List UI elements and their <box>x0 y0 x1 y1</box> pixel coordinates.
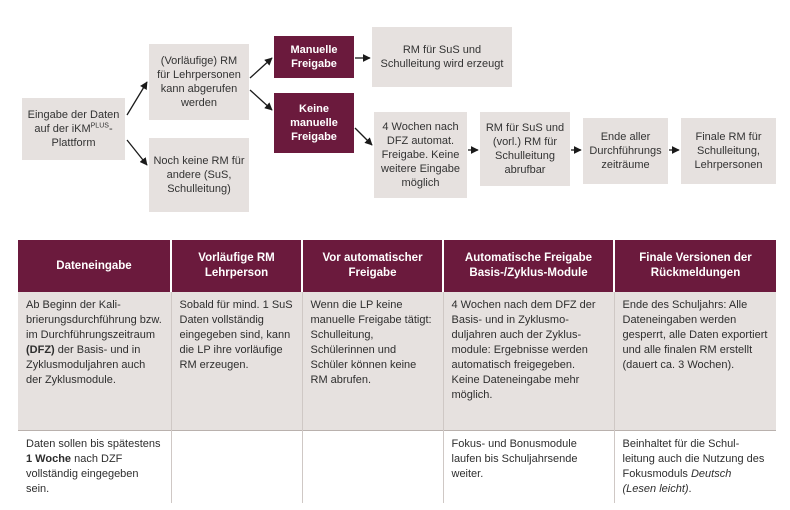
node-ende-durchfuehrung <box>583 118 668 184</box>
arrow-keine-to-vierwochen <box>355 128 372 145</box>
header-finale-versionen: Finale Versionen der Rückmeldungen <box>614 240 776 292</box>
node-vier-wochen-text: 4 Wochen nach DFZ automat. Freigabe. Keine weitere Eingabe möglich <box>381 121 460 189</box>
header-vorlaeufige-rm: Vorläufige RM Lehrperson <box>171 240 302 292</box>
cell-text-italic: Deutsch (Lesen leicht) <box>622 468 732 495</box>
cell-r1-finale: Ende des Schuljahrs: Alle Dateneingaben werden gesperrt, alle Daten exportiert und alle finalen RM erstellt (dauert ca. 3 Wochen). <box>614 292 776 431</box>
node-dateneingabe-suffix: -Plattform <box>51 123 113 149</box>
arrow-eingabe-to-noch-keine <box>127 140 147 165</box>
node-dateneingabe <box>22 98 125 160</box>
cell-r2-automatische: Fokus- und Bonusmodule laufen bis Schuljahrsende weiter. <box>443 431 614 504</box>
node-rm-abrufbar <box>480 112 570 186</box>
cell-text: der Basis- und in Zyklusmoduljahren auch der Zyklusmodule. <box>26 344 146 386</box>
node-ende-durchfuehrung-text: Ende aller Durchführungs zeiträume <box>589 131 662 171</box>
node-finale-rm-text: Finale RM für Schulleitung, Lehrpersonen <box>694 131 763 171</box>
cell-text: Daten sollen bis spätestens <box>26 438 161 450</box>
arrow-vorlaeufige-to-keine <box>250 90 272 110</box>
cell-text-bold: (DFZ) <box>26 344 55 356</box>
cell-r2-dateneingabe <box>18 431 171 504</box>
node-keine-manuelle-freigabe <box>274 93 354 153</box>
node-vier-wochen <box>374 112 467 198</box>
node-dateneingabe-text: Eingabe der Daten auf der iKM <box>27 109 120 135</box>
node-manuelle-freigabe <box>274 36 354 78</box>
header-vor-automatischer-freigabe: Vor automatischer Freigabe <box>302 240 443 292</box>
cell-r1-dateneingabe <box>18 292 171 431</box>
cell-r1-vorlaeufige: Sobald für mind. 1 SuS Daten vollständig eingegeben sind, kann die LP ihre vorläufige RM erzeugen. <box>171 292 302 431</box>
header-automatische-freigabe: Automatische Freigabe Basis-/Zyklus-Module <box>443 240 614 292</box>
node-manuelle-freigabe-text: Manuelle Freigabe <box>290 44 338 70</box>
node-rm-abrufbar-text: RM für SuS und (vorl.) RM für Schulleitung abrufbar <box>485 122 565 176</box>
node-finale-rm <box>681 118 776 184</box>
node-noch-keine-rm-text: Noch keine RM für andere (SuS, Schulleitung) <box>153 155 245 195</box>
cell-text-bold: 1 Woche <box>26 453 72 465</box>
node-dateneingabe-sup: PLUS <box>90 122 109 130</box>
node-keine-manuelle-freigabe-text: Keine manuelle Freigabe <box>290 103 338 143</box>
cell-text: nach DZF vollständig eingegeben sein. <box>26 453 139 495</box>
header-dateneingabe: Dateneingabe <box>18 240 171 292</box>
cell-text: . <box>688 483 692 495</box>
table-row <box>18 431 776 504</box>
table-row <box>18 292 776 431</box>
cell-r1-automatische: 4 Wochen nach dem DFZ der Basis- und in Zyklusmoduljahren auch der Zyklusmodule: Ergebnisse werden automatisch freigegeben. Keine Dateneingabe mehr möglich. <box>443 292 614 431</box>
cell-text: Ab Beginn der Kalibrierungsdurchführung bzw. im Durchführungszeitraum <box>26 299 162 341</box>
node-vorlaeufige-rm <box>149 44 249 120</box>
cell-r2-vorlaeufige <box>171 431 302 504</box>
arrow-vorlaeufige-to-manuelle <box>250 58 272 78</box>
cell-r2-finale <box>614 431 776 504</box>
table-header-row <box>18 240 776 292</box>
node-vorlaeufige-rm-text: (Vorläufige) RM für Lehrpersonen kann abgerufen werden <box>157 55 241 109</box>
cell-r1-vor-freigabe: Wenn die LP keine manuelle Freigabe tätigt: Schulleitung, Schülerinnen und Schüler können keine RM abrufen. <box>302 292 443 431</box>
cell-r2-vor-freigabe <box>302 431 443 504</box>
node-rm-erzeugt <box>372 27 512 87</box>
node-noch-keine-rm <box>149 138 249 212</box>
node-rm-erzeugt-text: RM für SuS und Schulleitung wird erzeugt <box>380 44 504 70</box>
arrow-eingabe-to-vorlaeufige <box>127 82 147 115</box>
cell-text: Beinhaltet für die Schulleitung auch die Nutzung des Fokusmoduls <box>622 438 765 480</box>
timeline-table <box>18 240 776 503</box>
